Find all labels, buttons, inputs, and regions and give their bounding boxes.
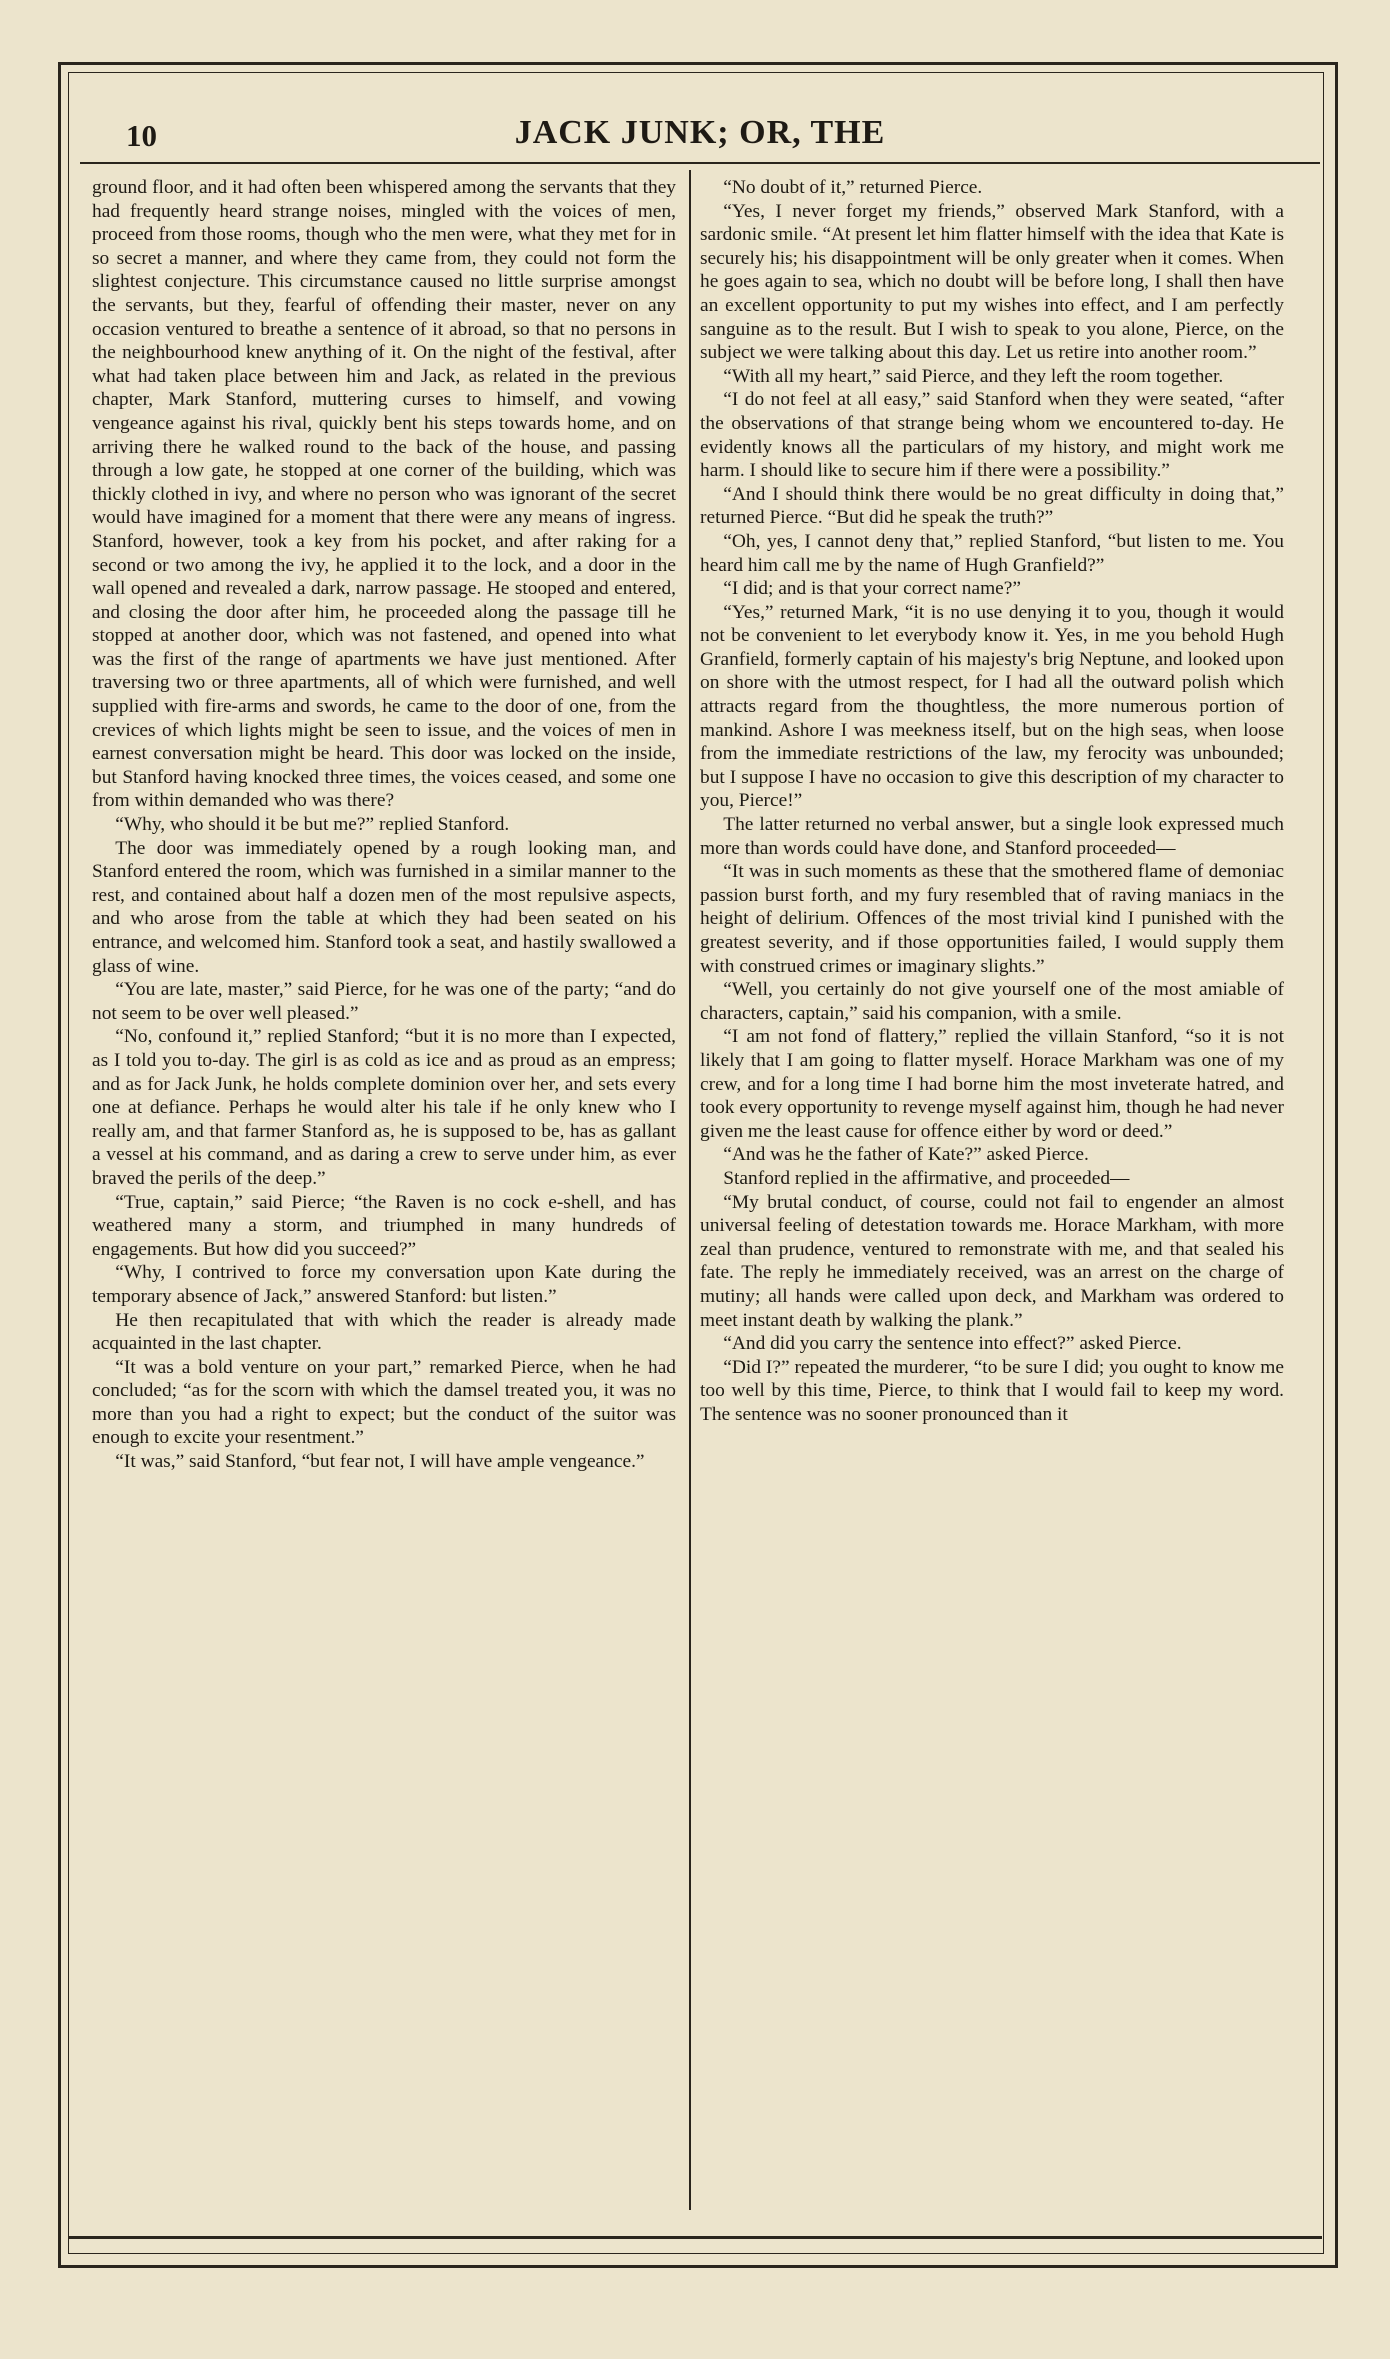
paragraph: “No doubt of it,” returned Pierce. [723, 177, 983, 198]
paragraph: “And was he the father of Kate?” asked Pierce. [723, 1144, 1089, 1166]
paragraph: “Oh, yes, I cannot deny that,” replied Stanford, “but listen to me. You heard him call me by the name of Hugh Granfield?” [700, 530, 1284, 576]
page-header [80, 108, 1320, 164]
paragraph: The door was immediately opened by a rough looking man, and Stanford entered the room, which was furnished in a similar manner to the rest, and contained about half a dozen men of the most repulsive aspects, and who arose from the table at which they had been seated on his entrance, and welcomed him. Stanford took a seat, and hastily swallowed a glass of wine. [92, 837, 676, 977]
paragraph: “I am not fond of flattery,” replied the villain Stanford, “so it is not likely that I am going to flatter myself. Horace Markham was one of my crew, and for a long time I had borne him the most inveterate hatred, and took every opportunity to revenge myself against him, though he had never given me the least cause for offence either by word or deed.” [700, 1026, 1284, 1142]
paragraph: “Yes,” returned Mark, “it is no use denying it to you, though it would not be convenient to let everybody know it. Yes, in me you behold Hugh Granfield, formerly captain of his majesty's brig Neptune, and looked upon on shore with the utmost respect, for I had all the outward polish which attracts regard from the thoughtless, the more numerous portion of mankind. Ashore I was meekness itself, but on the high seas, when loose from the immediate restrictions of the law, my ferocity was unbounded; but I suppose I have no occasion to give this description of my character to you, Pierce!” [700, 601, 1284, 812]
left-column [92, 176, 676, 2196]
right-column [700, 176, 1284, 2196]
paragraph: “It was in such moments as these that the smothered flame of demoniac passion burst forth, and my fury resembled that of raving maniacs in the height of delirium. Offences of the most trivial kind I punished with the greatest severity, and if those opportunities failed, I would supply them with construed crimes or imaginary slights.” [700, 861, 1284, 977]
paragraph: “You are late, master,” said Pierce, for he was one of the party; “and do not seem to be over well pleased.” [92, 979, 676, 1024]
paragraph: “Why, who should it be but me?” replied Stanford. [115, 814, 510, 836]
paragraph: Stanford replied in the affirmative, and proceeded— [723, 1167, 1130, 1189]
paragraph: “Why, I contrived to force my conversation upon Kate during the temporary absence of Jack,” answered Stanford: but listen.” [92, 1262, 676, 1307]
running-title: JACK JUNK; OR, THE [514, 114, 886, 151]
paragraph: “My brutal conduct, of course, could not fail to engender an almost universal feeling of detestation towards me. Horace Markham, with more zeal than prudence, ventured to remonstrate with me, and that sealed his fate. The reply he immediately received, was an arrest on the charge of mutiny; all hands were called upon deck, and Markham was ordered to meet instant death by walking the plank.” [700, 1191, 1284, 1331]
paragraph: “With all my heart,” said Pierce, and they left the room together. [723, 365, 1224, 387]
paragraph: ground floor, and it had often been whispered among the servants that they had frequently heard strange noises, mingled with the voices of men, proceed from those rooms, though who the men were, what they met for in so secret a manner, and where they came from, they could not form the slightest conjecture. This circumstance caused no little surprise amongst the servants, but they, fearful of offending their master, never on any occasion ventured to breathe a sentence of it abroad, so that no persons in the neighbourhood knew anything of it. On the night of the festival, after what had taken place between him and Jack, as related in the previous chapter, Mark Stanford, muttering curses to himself, and vowing vengeance against his rival, quickly bent his steps towards home, and on arriving there he walked round to the back of the house, and passing through a low gate, he stopped at one corner of the building, which was thickly clothed in ivy, and where no person who was ignorant of the secret would have imagined for a moment that there were any means of ingress. Stanford, however, took a key from his pocket, and after raking for a second or two among the ivy, he applied it to the lock, and a door in the wall opened and revealed a dark, narrow passage. He stooped and entered, and closing the door after him, he proceeded along the passage till he stopped at another door, which was not fastened, and opened into what was the first of the range of apartments we have just mentioned. After traversing two or three apartments, all of which were furnished, and well supplied with fire-arms and swords, he came to the door of one, from the crevices of which lights might be seen to issue, and the voices of men in earnest conversation might be heard. This door was locked on the inside, but Stanford having knocked three times, the voices ceased, and some one from within demanded who was there? [92, 177, 676, 812]
paragraph: “And did you carry the sentence into effect?” asked Pierce. [723, 1333, 1182, 1355]
paragraph: “It was a bold venture on your part,” remarked Pierce, when he had concluded; “as for the scorn with which the damsel treated you, it was no more than you had a right to expect; but the conduct of the suitor was enough to excite your resentment.” [92, 1356, 676, 1449]
paragraph: “Yes, I never forget my friends,” observed Mark Stanford, with a sardonic smile. “At present let him flatter himself with the idea that Kate is securely his; his disappointment will be only greater when it comes. When he goes again to sea, which no doubt will be before long, I shall then have an excellent opportunity to put my wishes into effect, and I am perfectly sanguine as to the result. But I wish to speak to you alone, Pierce, on the subject we were talking about this day. Let us retire into another room.” [700, 200, 1284, 364]
paragraph: “I do not feel at all easy,” said Stanford when they were seated, “after the observations of that strange being whom we encountered to-day. He evidently knows all the particulars of my history, and might work me harm. I should like to secure him if there were a possibility.” [700, 389, 1284, 482]
paragraph: “I did; and is that your correct name?” [723, 578, 1021, 600]
paragraph: The latter returned no verbal answer, but a single look expressed much more than words could have done, and Stanford proceeded— [700, 814, 1284, 859]
paragraph: “No, confound it,” replied Stanford; “but it is no more than I expected, as I told you to-day. The girl is as cold as ice and as proud as an empress; and as for Jack Junk, he holds complete dominion over her, and sets every one at defiance. Perhaps he would alter his tale if he only knew who I really am, and that farmer Stanford as, he is supposed to be, has as gallant a vessel at his command, and as daring a crew to serve under him, as ever braved the perils of the deep.” [92, 1026, 676, 1189]
page-number: 10 [126, 118, 157, 153]
paragraph: “It was,” said Stanford, “but fear not, I will have ample vengeance.” [115, 1451, 645, 1473]
paragraph: “Well, you certainly do not give yourself one of the most amiable of characters, captain,” said his companion, with a smile. [700, 979, 1284, 1024]
paragraph: He then recapitulated that with which the reader is already made acquainted in the last chapter. [92, 1309, 676, 1355]
paragraph: “And I should think there would be no great difficulty in doing that,” returned Pierce. “But did he speak the truth?” [700, 483, 1284, 529]
paragraph: “Did I?” repeated the murderer, “to be sure I did; you ought to know me too well by this time, Pierce, to think that I would fail to keep my word. The sentence was no sooner pronounced than it [700, 1356, 1284, 1425]
footer-rule [68, 2236, 1322, 2239]
paragraph: “True, captain,” said Pierce; “the Raven is no cock e-shell, and has weathered many a storm, and triumphed in many hundreds of engagements. But how did you succeed?” [92, 1191, 676, 1260]
column-divider [689, 170, 691, 2210]
